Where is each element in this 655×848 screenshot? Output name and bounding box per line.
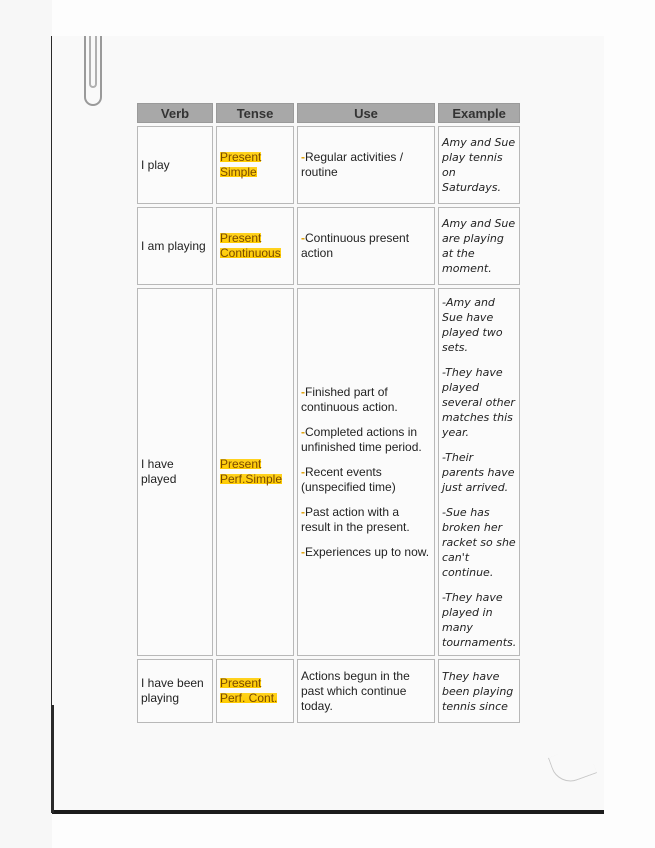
header-example: Example — [438, 103, 520, 123]
tense-highlight: Present Simple — [220, 150, 262, 179]
use-cell — [297, 288, 435, 656]
tense-cell — [216, 288, 294, 656]
header-row — [137, 103, 520, 123]
header-verb: Verb — [137, 103, 213, 123]
background-left — [0, 0, 52, 848]
paper-bottom-edge — [52, 810, 604, 814]
example-cell: They have been playing tennis since — [438, 659, 520, 723]
paper-clip-inner-icon — [89, 36, 97, 88]
verb-cell: I play — [137, 126, 213, 204]
use-cell: -Regular activities / routine — [297, 126, 435, 204]
verb-cell: I am playing — [137, 207, 213, 285]
tense-highlight: Present Perf.Simple — [220, 457, 283, 486]
use-line: -Completed actions in unfinished time period. — [301, 424, 422, 454]
tense-cell — [216, 126, 294, 204]
table-row — [137, 126, 520, 204]
example-line: -Sue has broken her racket so she can't continue. — [442, 505, 516, 579]
table-row — [137, 288, 520, 656]
example-cell: Amy and Sue play tennis on Saturdays. — [438, 126, 520, 204]
table-row — [137, 659, 520, 723]
verb-cell: I have been playing — [137, 659, 213, 723]
use-line: Regular activities / routine — [301, 150, 404, 179]
example-cell: Amy and Sue are playing at the moment. — [438, 207, 520, 285]
use-line: -Experiences up to now. — [301, 544, 430, 559]
verb-cell: I have played — [137, 288, 213, 656]
header-use: Use — [297, 103, 435, 123]
grammar-table — [134, 100, 523, 726]
tense-highlight: Present Perf. Cont. — [220, 676, 278, 705]
paper-left-edge — [51, 705, 54, 813]
use-line: -Recent events (unspecified time) — [301, 464, 396, 494]
example-line: -Amy and Sue have played two sets. — [442, 295, 503, 354]
use-line: -Finished part of continuous action. — [301, 384, 398, 414]
use-line: Continuous present action — [301, 231, 410, 260]
table-row — [137, 207, 520, 285]
use-line: -Past action with a result in the present. — [301, 504, 410, 534]
tense-highlight: Present Continuous — [220, 231, 281, 260]
use-cell: -Continuous present action — [297, 207, 435, 285]
example-line: -They have played several other matches this year. — [442, 365, 515, 439]
tense-cell — [216, 207, 294, 285]
example-cell — [438, 288, 520, 656]
example-line: -They have played in many tournaments. — [442, 590, 517, 649]
use-cell: Actions begun in the past which continue today. — [297, 659, 435, 723]
tense-cell — [216, 659, 294, 723]
header-tense: Tense — [216, 103, 294, 123]
example-line: -Their parents have just arrived. — [442, 450, 515, 494]
